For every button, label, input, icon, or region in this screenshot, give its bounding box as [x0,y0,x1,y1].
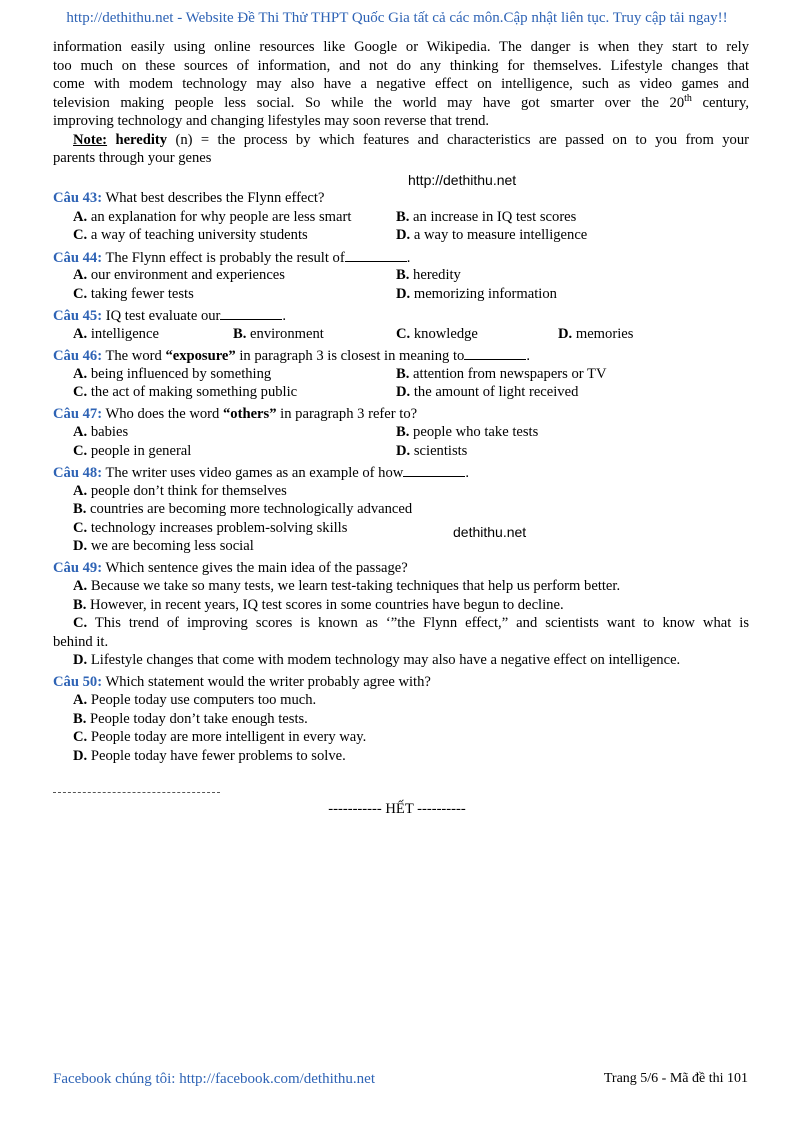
option-c: C. people in general [73,442,192,459]
question-stem: What best describes the Flynn effect? [105,190,325,206]
question-44: Câu 44: The Flynn effect is probably the result of . A. our environment and experiences B. heredity C. taking fewer tests D. memorizing information [53,249,557,302]
option-c: C. the act of making something public [73,384,298,400]
superscript-th: th [684,92,692,104]
question-43 [53,189,749,245]
reading-passage [53,38,749,131]
question-number: Câu 50: [53,673,103,690]
end-of-test-mark: ----------- HẾT ---------- [328,801,466,817]
page-content [53,38,749,765]
passage-text: century, [691,94,749,111]
question-stem: The word “exposure” in paragraph 3 is closest in meaning to [105,348,465,364]
option-c: C. People today are more intelligent in every way. [73,729,367,745]
passage-line: come with modem technology may also have a negative effect on intelligence, such as video games and [53,76,749,92]
option-d: D. Lifestyle changes that come with modem technology may also have a negative effect on intelligence. [73,652,681,668]
passage-line [53,94,749,113]
note-label: Note: [73,131,108,148]
option-b: B. environment [233,325,324,342]
question-50 [53,673,749,766]
question-stem: The Flynn effect is probably the result of [105,249,345,266]
question-number: Câu 47: [53,405,103,422]
question-49 [53,559,749,670]
answer-blank [220,306,282,320]
option-a: A. people don’t think for themselves [73,482,287,499]
vocabulary-note [53,131,749,168]
question-stem: Which statement would the writer probably agree with? [105,673,431,690]
answer-blank [403,463,465,477]
option-a: A. Because we take so many tests, we learn test-taking techniques that help us perform better. [73,578,621,594]
question-stem: The writer uses video games as an example of how [105,465,404,481]
question-number: Câu 48: [53,465,103,481]
watermark-row [53,168,749,187]
note-line: parents through your genes [53,150,212,166]
option-b: B. heredity [396,267,461,283]
question-number: Câu 46: [53,348,103,364]
option-c: C. a way of teaching university students [73,227,308,243]
site-banner-link[interactable]: http://dethithu.net - Website Đề Thi Thử THPT Quốc Gia tất cả các môn.Cập nhật liên tục. Truy cập tải ngay!! [66,10,728,26]
option-d: D. the amount of light received [396,384,579,400]
note-term: heredity [115,131,168,148]
option-b: B. countries are becoming more technologically advanced [73,501,413,517]
facebook-link[interactable]: Facebook chúng tôi: http://facebook.com/dethithu.net [53,1071,376,1087]
option-d: D. we are becoming less social [73,538,254,554]
option-d: D. People today have fewer problems to solve. [73,747,346,764]
question-number: Câu 44: [53,249,103,266]
separator-dashed-line [53,792,220,793]
option-c: C. taking fewer tests [73,285,194,302]
watermark-text: dethithu.net [453,523,527,540]
option-d: D. scientists [396,442,468,459]
question-47 [53,405,749,461]
option-b: B. People today don’t take enough tests. [73,710,308,727]
question-46: Câu 46: The word “exposure” in paragraph 3 is closest in meaning to . A. being influenced by something B. attention from newspapers or TV C. the act of making something public D. the amount of light received [53,348,607,400]
answer-blank [345,248,407,262]
passage-line: improving technology and changing lifestyles may soon reverse that trend. [53,113,490,129]
page-number: Trang 5/6 - Mã đề thi 101 [603,1071,748,1086]
option-a: A. being influenced by something [73,365,272,382]
option-c: C. This trend of improving scores is known as ‘”the Flynn effect,” and scientists want to know what is behind it. [53,615,749,650]
question-48: Câu 48: The writer uses video games as an example of how . A. people don’t think for themselves B. countries are becoming more technologically advanced C. technology increases problem-solving skills dethithu.net D. we are becoming less social [53,463,749,556]
option-b: B. attention from newspapers or TV [396,365,607,382]
question-stem: Who does the word “others” in paragraph 3 refer to? [105,405,418,422]
option-a: A. People today use computers too much. [73,692,317,708]
option-b: B. However, in recent years, IQ test scores in some countries have begun to decline. [73,596,564,613]
question-number: Câu 45: [53,308,103,324]
option-d: D. a way to measure intelligence [396,227,588,243]
passage-text: television making people less social. So while the world may have got smarter over the 20 [53,94,685,111]
note-definition: (n) = the process by which features and characteristics are passed on to you from your [167,131,749,148]
option-b: B. an increase in IQ test scores [396,208,577,225]
option-d: D. memorizing information [396,285,557,302]
question-number: Câu 49: [53,559,103,576]
option-c: C. knowledge [396,325,478,342]
passage-line: information easily using online resources like Google or Wikipedia. The danger is when they start to rely [53,39,749,55]
option-a: A. intelligence [73,325,159,342]
question-stem: Which sentence gives the main idea of the passage? [105,559,408,576]
question-45: Câu 45: IQ test evaluate our . A. intelligence B. environment C. knowledge D. memories [53,308,634,342]
answer-blank [464,346,526,360]
option-b: B. people who take tests [396,424,539,440]
option-a: A. babies [73,424,129,440]
note-line [53,131,749,150]
option-c: C. technology increases problem-solving skills dethithu.net [73,519,527,540]
watermark-url: http://dethithu.net [408,171,517,188]
option-d: D. memories [558,325,634,342]
question-stem: IQ test evaluate our [105,308,221,324]
option-a: A. an explanation for why people are less smart [73,208,352,225]
passage-line: too much on these sources of information, and not do any thinking for themselves. Lifestyle changes that [53,57,749,74]
question-number: Câu 43: [53,190,103,206]
option-a: A. our environment and experiences [73,267,285,283]
